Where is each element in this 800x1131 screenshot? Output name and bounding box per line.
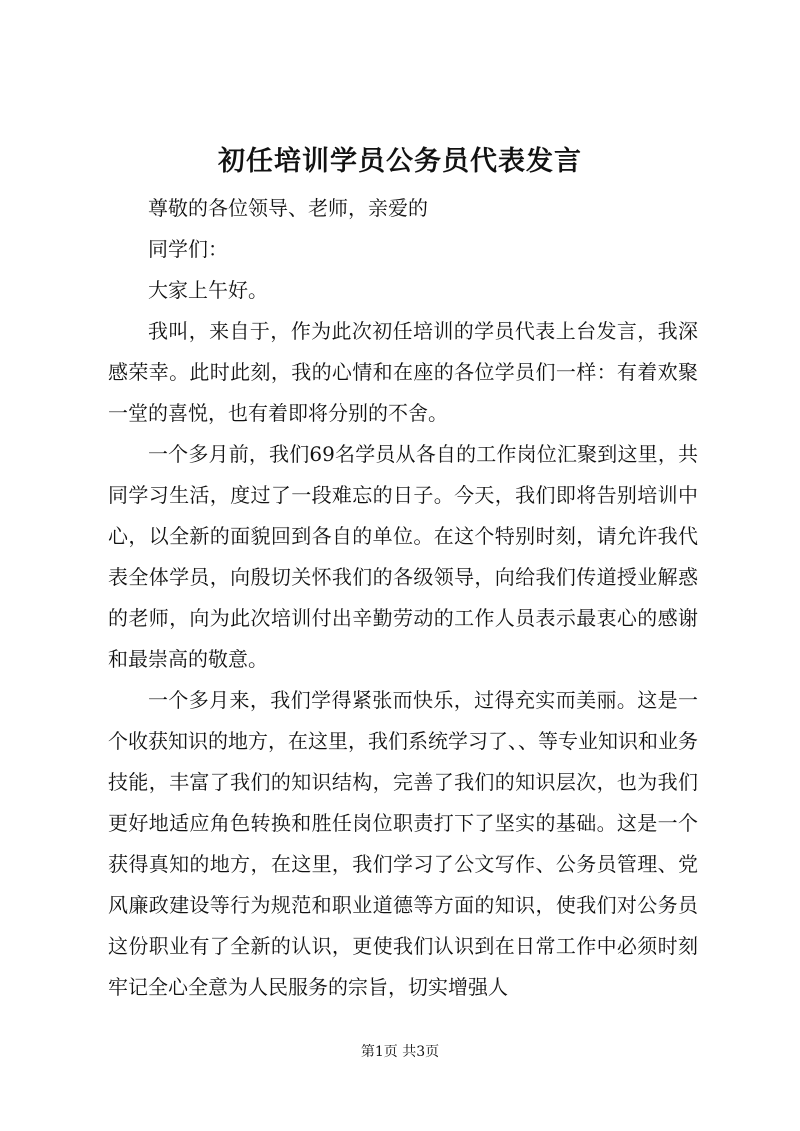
salutation: 大家上午好。 [148,278,268,302]
greeting-line: 尊敬的各位领导、老师，亲爱的 [148,196,428,220]
paragraph-learning: 一个多月来，我们学得紧张而快乐，过得充实而美丽。这是一个收获知识的地方，在这里，我们系统学习了、、等专业知识和业务技能，丰富了我们的知识结构，完善了我们的知识层次，也为我们更好地适应角色转换和胜任岗位职责打下了坚实的基础。这是一个获得真知的地方，在这里，我们学习了公文写作、公务员管理、党风廉政建设等行为规范和职业道德等方面的知识，使我们对公务员这份职业有了全新的认识，更使我们认识到在日常工作中必须时刻牢记全心全意为人民服务的宗旨，切实增强人 [108,688,698,999]
paragraph-introduction: 我叫，来自于，作为此次初任培训的学员代表上台发言，我深感荣幸。此时此刻，我的心情和在座的各位学员们一样：有着欢聚一堂的喜悦，也有着即将分别的不舍。 [108,319,698,425]
page-number-footer: 第1页 共3页 [360,1044,440,1060]
document-body [108,188,698,1008]
greeting-line-continued: 同学们： [148,237,228,261]
document-title: 初任培训学员公务员代表发言 [218,146,582,177]
paragraph-gratitude: 一个多月前，我们69名学员从各自的工作岗位汇聚到这里，共同学习生活，度过了一段难忘的日子。今天，我们即将告别培训中心，以全新的面貌回到各自的单位。在这个特别时刻，请允许我代表全体学员，向殷切关怀我们的各级领导，向给我们传道授业解惑的老师，向为此次培训付出辛勤劳动的工作人员表示最衷心的感谢和最崇高的敬意。 [108,442,698,671]
